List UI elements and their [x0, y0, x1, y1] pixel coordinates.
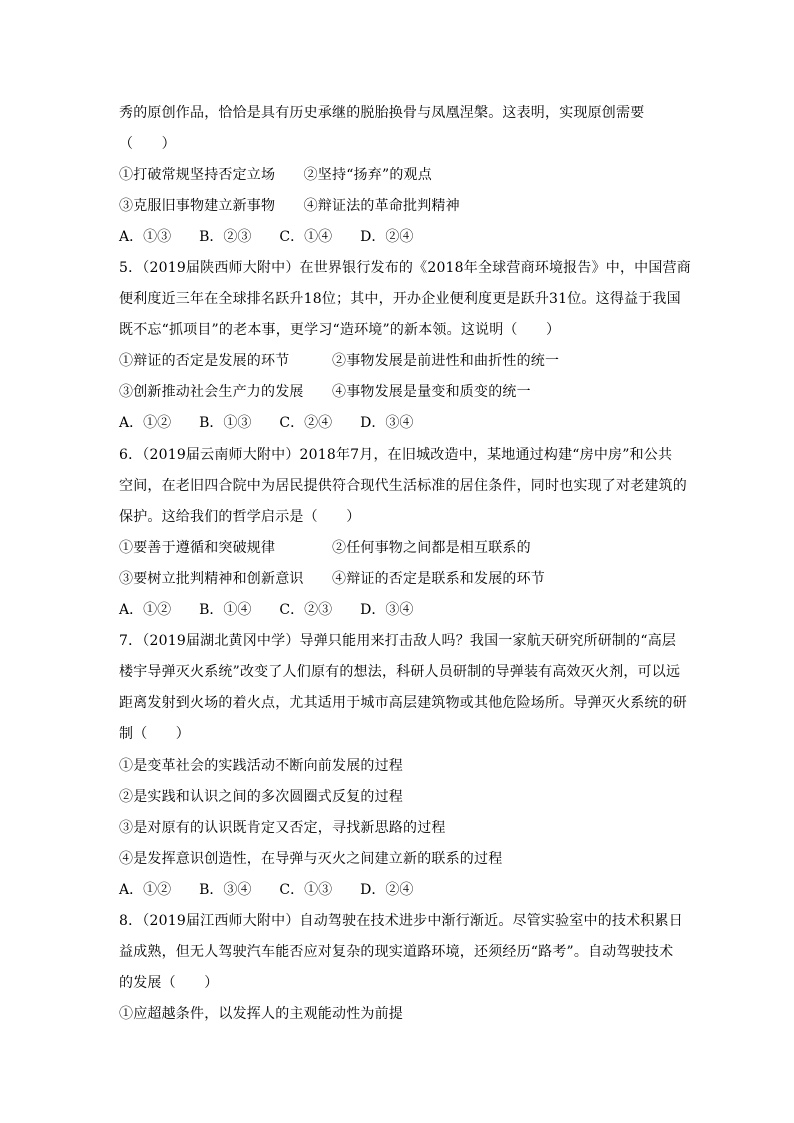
- q7-statement-4: ④是发挥意识创造性，在导弹与灭火之间建立新的联系的过程: [119, 851, 503, 867]
- q5-stem-line-1: 5．（2019届陕西师大附中）在世界银行发布的《2018年全球营商环境报告》中，中国营商: [119, 260, 691, 276]
- q8-stem-line-2: 益成熟，但无人驾驶汽车能否应对复杂的现实道路环境，还须经历“路考”。自动驾驶技术: [119, 944, 674, 960]
- q4-answer-blank: （ ）: [119, 136, 176, 152]
- q8-stem-line-3: 的发展（ ）: [119, 975, 219, 991]
- q7-stem-line-4: 制（ ）: [119, 726, 190, 742]
- q6-stem-line-1: 6．（2019届云南师大附中）2018年7月，在旧城改造中，某地通过构建“房中房”和公共: [119, 447, 673, 463]
- q7-statement-2: ②是实践和认识之间的多次圆圈式反复的过程: [119, 789, 403, 805]
- q5-statements-1-2: ①辩证的否定是发展的环节 ②事物发展是前进性和曲折性的统一: [119, 353, 560, 369]
- q4-statements-1-2: ①打破常规坚持否定立场 ②坚持“扬弃”的观点: [119, 167, 432, 183]
- q7-stem-line-3: 距离发射到火场的着火点，尤其适用于城市高层建筑物或其他危险场所。导弹灭火系统的研: [119, 695, 687, 711]
- q7-stem-line-2: 楼宇导弹灭火系统”改变了人们原有的想法，科研人员研制的导弹装有高效灭火剂，可以远: [119, 664, 681, 680]
- q6-stem-line-2: 空间，在老旧四合院中为居民提供符合现代生活标准的居住条件，同时也实现了对老建筑的: [119, 478, 687, 494]
- q6-statements-1-2: ①要善于遵循和突破规律 ②任何事物之间都是相互联系的: [119, 540, 531, 556]
- q4-stem-line-2: 秀的原创作品，恰恰是具有历史承继的脱胎换骨与凤凰涅槃。这表明，实现原创需要: [119, 105, 645, 121]
- q8-stem-line-1: 8．（2019届江西师大附中）自动驾驶在技术进步中渐行渐近。尽管实验室中的技术积累日: [119, 913, 683, 929]
- q4-statements-3-4: ③克服旧事物建立新事物 ④辩证法的革命批判精神: [119, 198, 460, 214]
- q5-stem-line-2: 便利度近三年在全球排名跃升18位；其中，开办企业便利度更是跃升31位。这得益于我国: [119, 291, 681, 307]
- q5-stem-line-3: 既不忘“抓项目”的老本事，更学习“造环境”的新本领。这说明（ ）: [119, 322, 561, 338]
- q6-stem-line-3: 保护。这给我们的哲学启示是（ ）: [119, 509, 361, 525]
- q5-statements-3-4: ③创新推动社会生产力的发展 ④事物发展是量变和质变的统一: [119, 384, 531, 400]
- q4-options: A．①③ B．②③ C．①④ D．②④: [119, 229, 414, 245]
- q6-options: A．①② B．①④ C．②③ D．③④: [119, 602, 414, 618]
- q6-statements-3-4: ③要树立批判精神和创新意识 ④辩证的否定是联系和发展的环节: [119, 571, 545, 587]
- q7-stem-line-1: 7．（2019届湖北黄冈中学）导弹只能用来打击敌人吗？我国一家航天研究所研制的“高层: [119, 633, 677, 649]
- q7-statement-1: ①是变革社会的实践活动不断向前发展的过程: [119, 758, 403, 774]
- q7-statement-3: ③是对原有的认识既肯定又否定，寻找新思路的过程: [119, 820, 446, 836]
- q7-options: A．①② B．③④ C．①③ D．②④: [119, 882, 414, 898]
- q5-options: A．①② B．①③ C．②④ D．③④: [119, 415, 414, 431]
- q8-statement-1: ①应超越条件，以发挥人的主观能动性为前提: [119, 1006, 403, 1022]
